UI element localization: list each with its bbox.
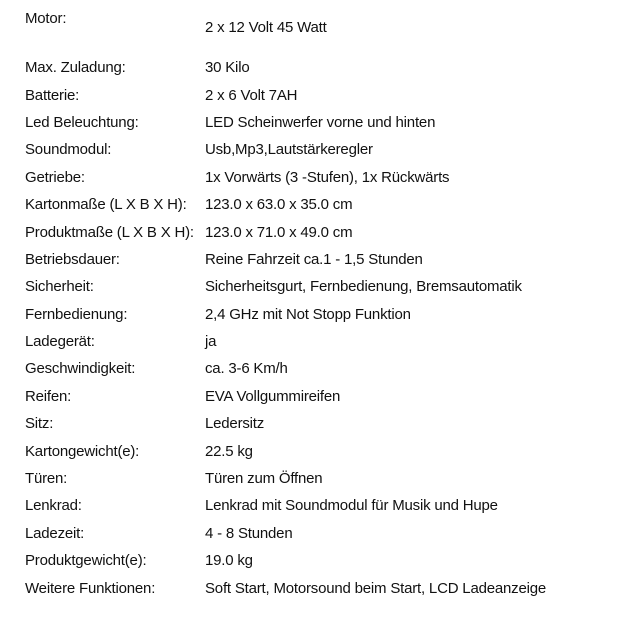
spec-label: Lenkrad: [25,497,82,515]
spec-row-betriebsdauer [25,246,625,273]
spec-label: Kartongewicht(e): [25,442,140,460]
spec-row-weitere-funktionen [25,574,625,601]
spec-row-kartongewicht [25,437,625,464]
spec-row-motor [25,10,625,54]
spec-value: 1x Vorwärts (3 -Stufen), 1x Rückwärts [205,168,450,186]
spec-row-sicherheit [25,273,625,300]
spec-label: Weitere Funktionen: [25,579,156,597]
spec-label: Sitz: [25,415,54,433]
spec-table [25,10,625,602]
spec-value: 19.0 kg [205,552,253,570]
spec-value: Türen zum Öffnen [205,470,323,488]
spec-value: Soft Start, Motorsound beim Start, LCD Ladeanzeige [205,579,547,597]
spec-value: 2 x 6 Volt 7AH [205,86,298,104]
spec-label: Led Beleuchtung: [25,113,139,131]
spec-row-tueren [25,465,625,492]
spec-value: EVA Vollgummireifen [205,387,341,405]
spec-row-lenkrad [25,492,625,519]
spec-label: Ladezeit: [25,524,85,542]
spec-label: Max. Zuladung: [25,59,126,77]
spec-value: 4 - 8 Stunden [205,524,293,542]
spec-label: Reifen: [25,387,72,405]
spec-row-geschwindigkeit [25,355,625,382]
spec-value: LED Scheinwerfer vorne und hinten [205,113,436,131]
spec-row-produktmasse [25,218,625,245]
spec-value: 123.0 x 63.0 x 35.0 cm [205,196,353,214]
spec-label: Kartonmaße (L X B X H): [25,196,187,214]
spec-label: Ladegerät: [25,333,95,351]
spec-row-ladezeit [25,520,625,547]
spec-row-max-zuladung [25,54,625,81]
spec-row-fernbedienung [25,301,625,328]
spec-label: Batterie: [25,86,80,104]
spec-row-reifen [25,383,625,410]
spec-label: Türen: [25,470,68,488]
spec-value: Lenkrad mit Soundmodul für Musik und Hupe [205,497,498,515]
spec-label: Geschwindigkeit: [25,360,136,378]
spec-label: Sicherheit: [25,278,94,296]
spec-row-batterie [25,81,625,108]
spec-value: Reine Fahrzeit ca.1 - 1,5 Stunden [205,250,423,268]
spec-label: Fernbedienung: [25,305,128,323]
spec-label: Soundmodul: [25,141,112,159]
spec-row-ladegeraet [25,328,625,355]
spec-label: Produktmaße (L X B X H): [25,223,194,241]
spec-value: 2 x 12 Volt 45 Watt [205,19,327,36]
spec-value: 30 Kilo [205,59,250,77]
spec-value: Usb,Mp3,Lautstärkeregler [205,141,373,159]
spec-row-kartonmasse [25,191,625,218]
spec-value: 22.5 kg [205,442,253,460]
spec-value: ja [205,333,217,351]
spec-row-sitz [25,410,625,437]
spec-label: Motor: [25,10,67,27]
spec-row-produktgewicht [25,547,625,574]
spec-value: 123.0 x 71.0 x 49.0 cm [205,223,353,241]
spec-row-led-beleuchtung [25,109,625,136]
spec-row-getriebe [25,164,625,191]
spec-value: ca. 3-6 Km/h [205,360,288,378]
spec-label: Betriebsdauer: [25,250,120,268]
spec-value: Sicherheitsgurt, Fernbedienung, Bremsautomatik [205,278,522,296]
spec-value: 2,4 GHz mit Not Stopp Funktion [205,305,411,323]
spec-label: Produktgewicht(e): [25,552,147,570]
spec-value: Ledersitz [205,415,265,433]
spec-row-soundmodul [25,136,625,163]
spec-label: Getriebe: [25,168,85,186]
